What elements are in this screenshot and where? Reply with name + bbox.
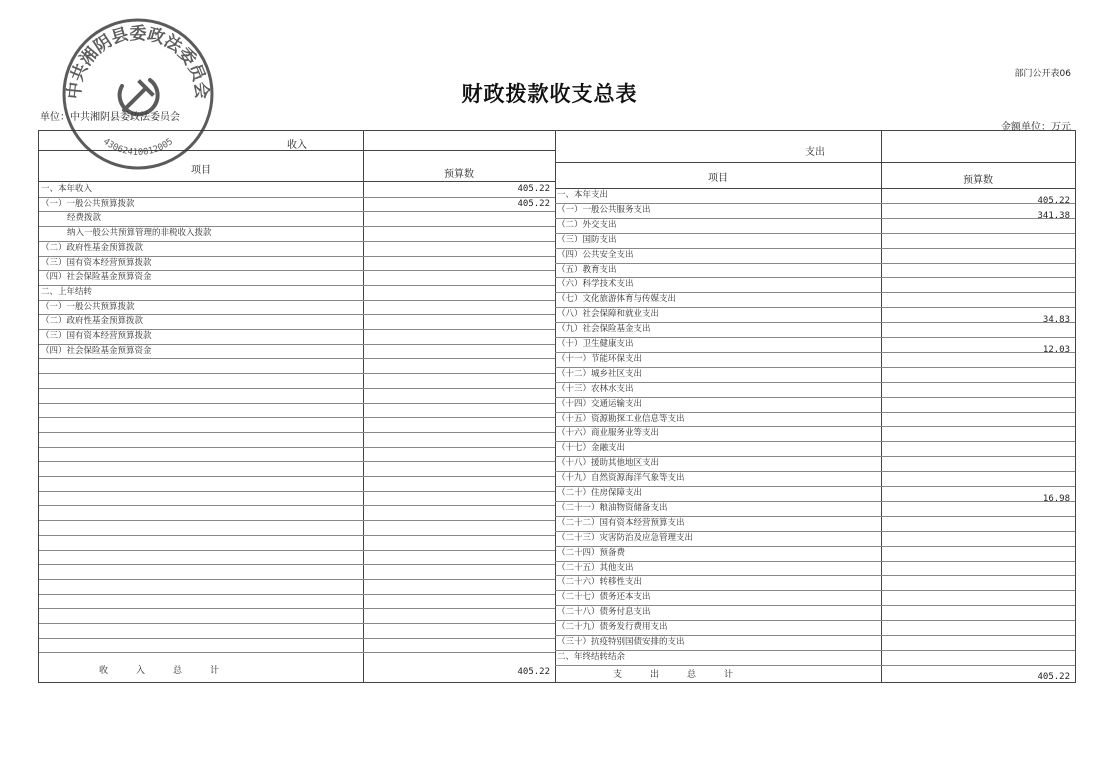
row-line — [39, 623, 555, 624]
expense-row-value: 405.22 — [1037, 196, 1070, 206]
expense-row-label: 二、年终结转结余 — [557, 652, 626, 662]
divider — [555, 131, 556, 682]
income-total-value: 405.22 — [517, 667, 550, 677]
expense-row-label: （十八）援助其他地区支出 — [557, 458, 660, 468]
expense-row-label: （十三）农林水支出 — [557, 384, 634, 394]
expense-row-label: （十一）节能环保支出 — [557, 354, 643, 364]
income-row-label: （三）国有资本经营预算拨款 — [41, 331, 152, 341]
expense-row-label: 一、本年支出 — [557, 190, 609, 200]
row-line — [555, 546, 1075, 547]
amount-unit: 金额单位：万元 — [1001, 122, 1071, 133]
income-row-label: （一）一般公共预算拨款 — [41, 199, 135, 209]
hammer-sickle-icon — [120, 80, 158, 114]
income-row-label: 经费拨款 — [67, 213, 102, 223]
expense-row-label: （二十四）预备费 — [557, 548, 626, 558]
row-line — [39, 461, 555, 462]
row-line — [555, 441, 1075, 442]
unit-label: 单位：中共湘阴县委政法委员会 — [40, 112, 180, 123]
row-line — [39, 550, 555, 551]
expense-row-label: （二十二）国有资本经营预算支出 — [557, 518, 685, 528]
page-title: 财政拨款收支总表 — [461, 82, 638, 106]
row-line — [39, 564, 555, 565]
expense-row-label: （十七）金融支出 — [557, 443, 626, 453]
income-row-value: 405.22 — [517, 199, 550, 209]
row-line — [39, 388, 555, 389]
expense-row-label: （二十三）灾害防治及应急管理支出 — [557, 533, 694, 543]
income-row-value: 405.22 — [517, 184, 550, 194]
row-line — [39, 432, 555, 433]
row-line — [555, 188, 1075, 189]
expense-row-label: （二十五）其他支出 — [557, 563, 634, 573]
row-line — [39, 403, 555, 404]
expense-total-label: 支出总计 — [613, 670, 762, 680]
row-line — [39, 285, 555, 286]
row-line — [555, 263, 1075, 264]
expense-row-label: （十二）城乡社区支出 — [557, 369, 643, 379]
income-row-label: 二、上年结转 — [41, 287, 93, 297]
budget-table — [38, 130, 1076, 683]
expense-row-label: （二十九）债务发行费用支出 — [557, 622, 668, 632]
expense-row-value: 16.98 — [1042, 494, 1070, 504]
row-line — [555, 650, 1075, 651]
expense-row-label: （一）一般公共服务支出 — [557, 205, 651, 215]
expense-row-label: （五）教育支出 — [557, 265, 617, 275]
row-line — [39, 652, 555, 653]
seal-text: 中共湘阴县委政法委员会 — [64, 23, 212, 100]
expense-header: 支出 — [805, 147, 825, 158]
row-line — [555, 665, 1075, 666]
row-line — [39, 505, 555, 506]
income-row-label: （四）社会保险基金预算资金 — [41, 346, 152, 356]
row-line — [39, 608, 555, 609]
expense-item-header: 项目 — [708, 173, 728, 184]
income-row-label: （二）政府性基金预算拨款 — [41, 316, 144, 326]
income-row-label: （三）国有资本经营预算拨款 — [41, 258, 152, 268]
income-row-label: （二）政府性基金预算拨款 — [41, 243, 144, 253]
expense-row-label: （四）公共安全支出 — [557, 250, 634, 260]
expense-row-label: （二十六）转移性支出 — [557, 577, 643, 587]
expense-row-label: （十九）自然资源海洋气象等支出 — [557, 473, 685, 483]
income-row-label: （一）一般公共预算拨款 — [41, 302, 135, 312]
income-header: 收入 — [287, 140, 307, 151]
income-row-label: （四）社会保险基金预算资金 — [41, 272, 152, 282]
income-row-label: 纳入一般公共预算管理的非税收入拨款 — [67, 228, 212, 238]
row-line — [555, 233, 1075, 234]
expense-row-label: （十五）资源勘探工业信息等支出 — [557, 414, 685, 424]
expense-row-label: （七）文化旅游体育与传媒支出 — [557, 294, 677, 304]
income-total-label: 收入总计 — [99, 666, 248, 676]
expense-row-label: （二十一）粮油物资储备支出 — [557, 503, 668, 513]
row-line — [39, 491, 555, 492]
row-line — [39, 373, 555, 374]
row-line — [39, 211, 555, 212]
row-line — [39, 594, 555, 595]
expense-row-value: 12.03 — [1042, 345, 1070, 355]
expense-total-value: 405.22 — [1037, 672, 1070, 682]
divider — [363, 131, 364, 682]
income-row-label: 一、本年收入 — [41, 184, 93, 194]
seal-code: 43062410012005 — [100, 136, 176, 159]
expense-row-label: （二十）住房保障支出 — [557, 488, 643, 498]
expense-row-value: 341.38 — [1037, 211, 1070, 221]
expense-budget-header: 预算数 — [963, 175, 993, 186]
form-code: 部门公开表06 — [1014, 69, 1071, 79]
expense-row-label: （十六）商业服务业等支出 — [557, 428, 660, 438]
row-line — [555, 162, 1075, 163]
row-line — [39, 417, 555, 418]
expense-row-label: （十四）交通运输支出 — [557, 399, 643, 409]
row-line — [39, 579, 555, 580]
expense-row-label: （二十八）债务付息支出 — [557, 607, 651, 617]
income-budget-header: 预算数 — [444, 169, 474, 180]
row-line — [39, 638, 555, 639]
income-item-header: 项目 — [191, 165, 211, 176]
expense-row-label: （三十）抗疫特别国债安排的支出 — [557, 637, 685, 647]
row-line — [39, 520, 555, 521]
expense-row-value: 34.83 — [1042, 315, 1070, 325]
expense-row-label: （三）国防支出 — [557, 235, 617, 245]
row-line — [39, 447, 555, 448]
expense-row-label: （十）卫生健康支出 — [557, 339, 634, 349]
expense-row-label: （九）社会保险基金支出 — [557, 324, 651, 334]
row-line — [39, 535, 555, 536]
official-seal — [58, 14, 218, 174]
expense-row-label: （八）社会保障和就业支出 — [557, 309, 660, 319]
expense-row-label: （二）外交支出 — [557, 220, 617, 230]
row-line — [39, 358, 555, 359]
expense-row-label: （六）科学技术支出 — [557, 279, 634, 289]
expense-row-label: （二十七）债务还本支出 — [557, 592, 651, 602]
row-line — [39, 476, 555, 477]
